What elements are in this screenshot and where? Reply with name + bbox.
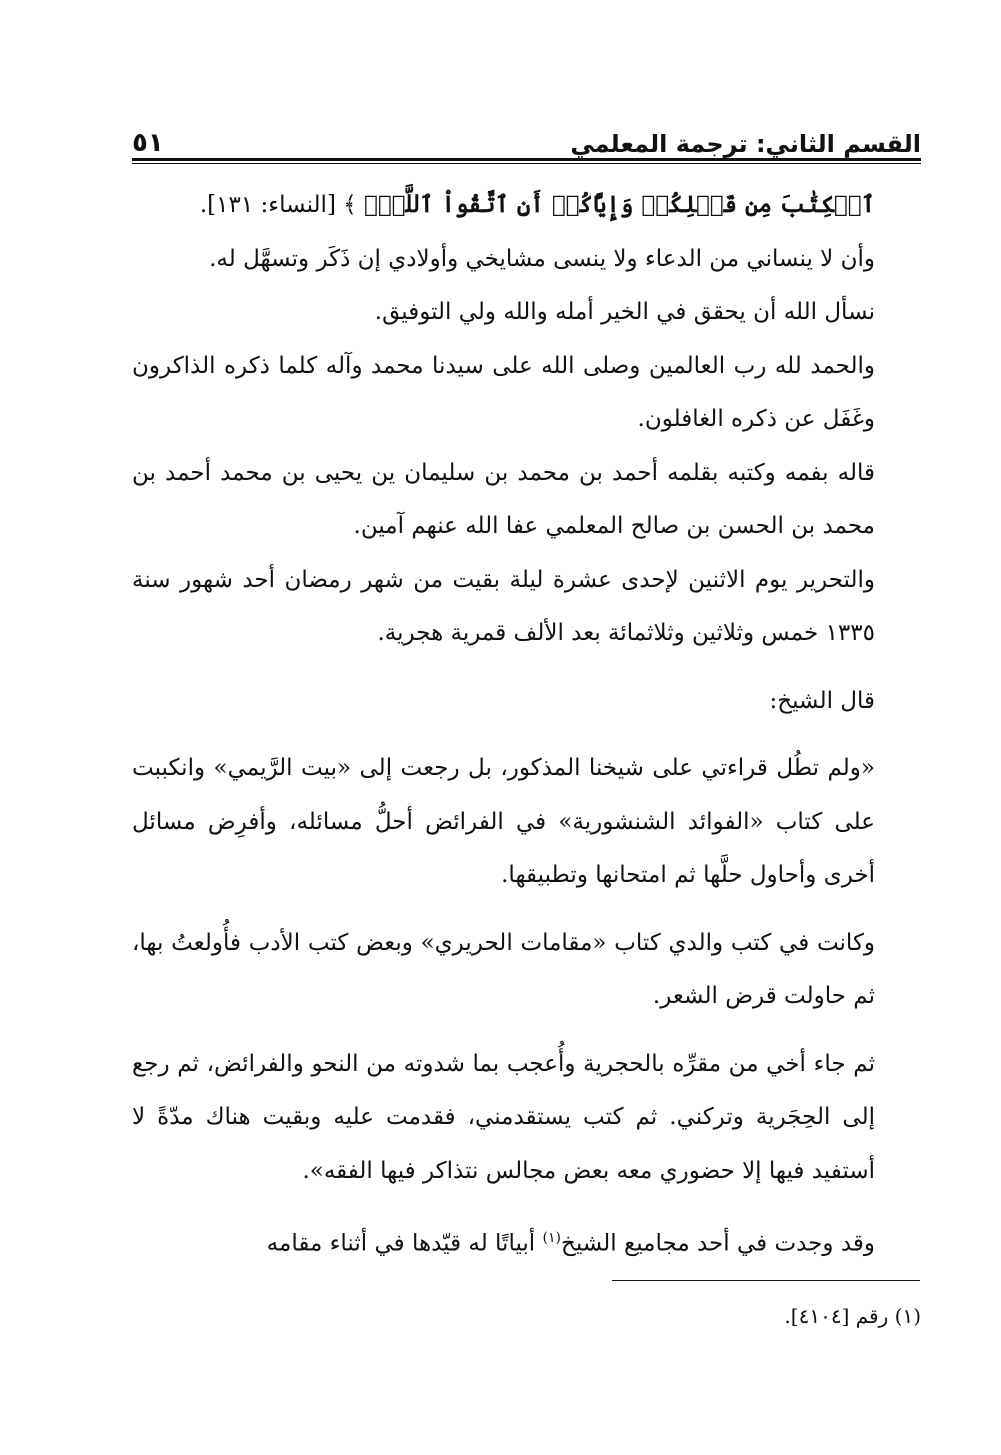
page-header	[132, 118, 921, 158]
body-text	[132, 178, 875, 1271]
paragraph-praise: والحمد لله رب العالمين وصلى الله على سيدنا محمد وآله كلما ذكره الذاكرون وغَفَل عن ذكره الغافلون.	[132, 352, 875, 432]
header-rule-thin	[132, 163, 921, 164]
header-rule-thick	[132, 158, 921, 161]
footnote-rule	[612, 1280, 920, 1281]
paragraph-sheikh-said: قال الشيخ:	[769, 687, 875, 714]
paragraph-supplication: وأن لا ينساني من الدعاء ولا ينسى مشايخي وأولادي إن ذَكَر وتسهَّل له.	[209, 245, 875, 272]
quran-verse: ٱلۡكِتَٰبَ مِن قَبۡلِكُمۡ وَإِيَّاكُمۡ أَنِ ٱتَّقُواْ ٱللَّهَۚ	[364, 191, 875, 218]
footnote-marker: (١)	[894, 1304, 921, 1328]
running-head: القسم الثاني: ترجمة المعلمي	[570, 130, 921, 158]
paragraph-date: والتحرير يوم الاثنين لإحدى عشرة ليلة بقيت من شهر رمضان أحد شهور سنة ١٣٣٥ خمس وثلاثين وثلاثمائة بعد الألف قمرية هجرية.	[132, 566, 875, 646]
paragraph-quote-3: ثم جاء أخي من مقرِّه بالحجرية وأُعجب بما شدوته من النحو والفرائض، ثم رجع إلى الحِجَرية وتركني. ثم كتب يستقدمني، فقدمت عليه وبقيت هناك مدّةً لا أستفيد فيها إلا حضوري معه بعض مجالس نتذاكر فيها الفقه».	[132, 1050, 875, 1184]
footnote-text: رقم [٤١٠٤].	[784, 1304, 889, 1328]
found-text-before: وقد وجدت في أحد مجاميع الشيخ	[560, 1230, 875, 1257]
paragraph-quran-end	[132, 178, 875, 233]
verse-citation: ﴾ [النساء: ١٣١].	[199, 192, 365, 218]
footnote-reference: (١)	[542, 1230, 561, 1246]
paragraph-signature: قاله بفمه وكتبه بقلمه أحمد بن محمد بن سليمان ين يحيى بن محمد أحمد بن محمد بن الحسن بن صالح المعلمي عفا الله عنهم آمين.	[132, 459, 875, 539]
page-number: ٥١	[132, 128, 164, 158]
footnote	[132, 1304, 921, 1328]
found-text-after: أبياتًا له قيّدها في أثناء مقامه	[266, 1230, 543, 1257]
paragraph-quote-1: «ولم تطُل قراءتي على شيخنا المذكور، بل رجعت إلى «بيت الرَّيمي» وانكببت على كتاب «الفوائد الشنشورية» في الفرائض أحلُّ مسائله، وأفرِض مسائل أخرى وأحاول حلَّها ثم امتحانها وتطبيقها.	[132, 755, 875, 888]
paragraph-found	[132, 1212, 875, 1271]
paragraph-quote-2: وكانت في كتب والدي كتاب «مقامات الحريري» وبعض كتب الأدب فأُولعتُ بها، ثم حاولت قرض الشعر.	[132, 929, 875, 1009]
paragraph-prayer: نسأل الله أن يحقق في الخير أمله والله ولي التوفيق.	[374, 299, 875, 325]
